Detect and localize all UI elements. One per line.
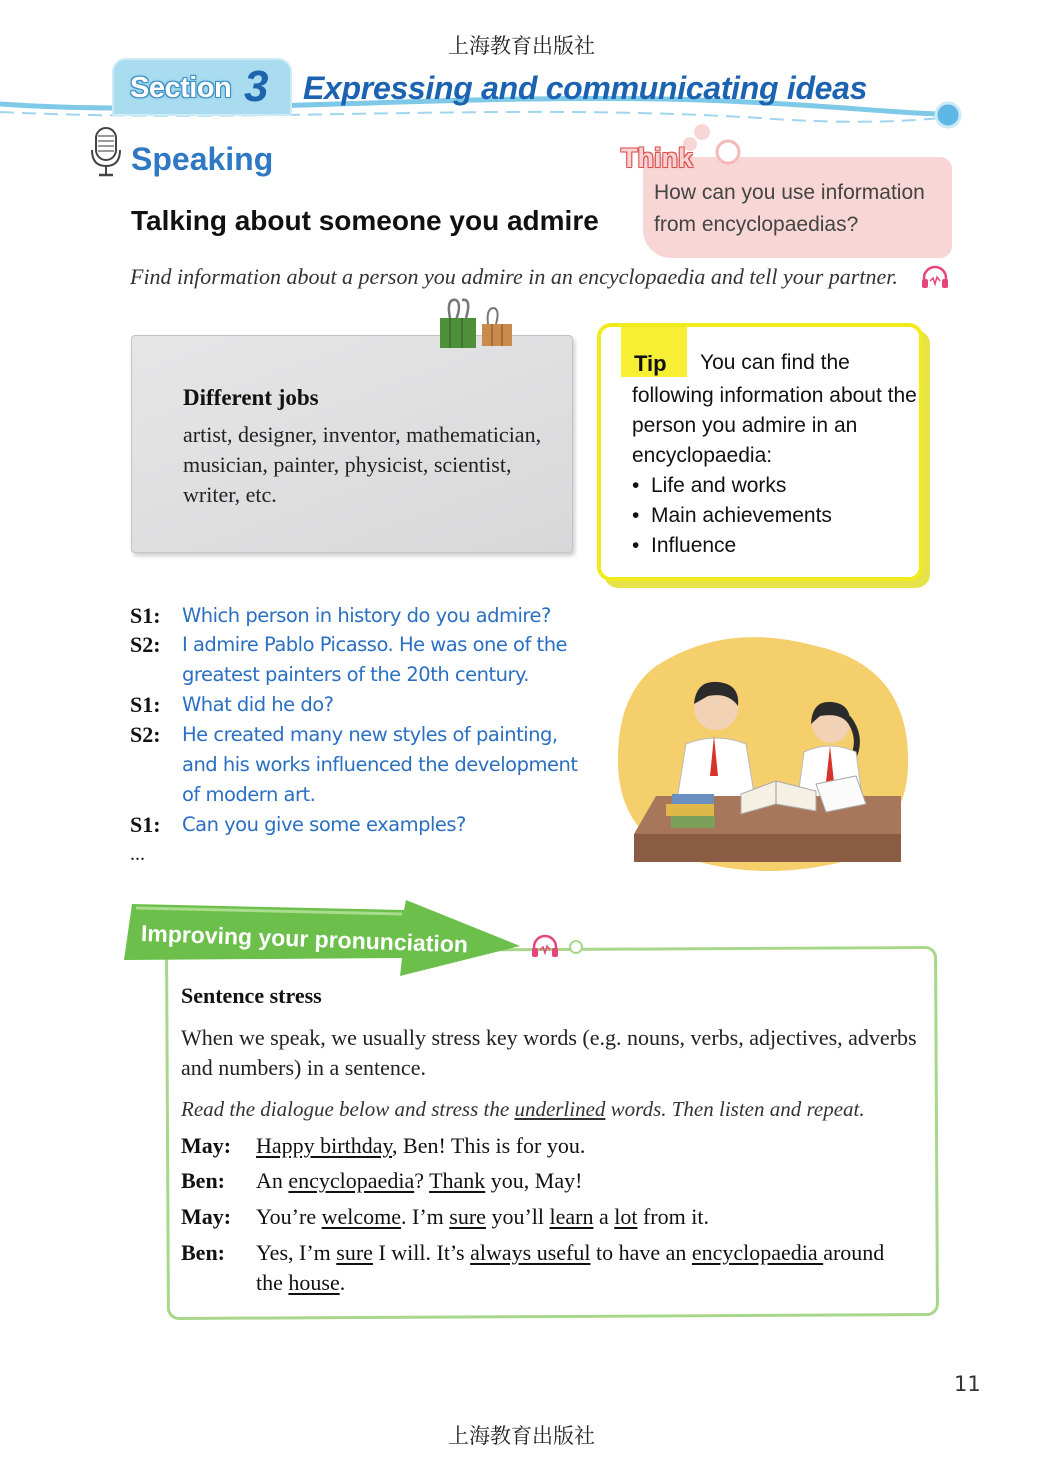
dialogue-text: Which person in history do you admire? bbox=[182, 604, 551, 627]
dialogue-speaker: S1: bbox=[130, 603, 161, 628]
dialogue-speaker: S1: bbox=[130, 812, 161, 837]
dialogue-text: He created many new styles of painting, and his works influenced the development of modern art. bbox=[182, 723, 578, 806]
dialogue-line bbox=[130, 690, 590, 720]
dialogue-segment: , Ben! This is for you. bbox=[392, 1133, 586, 1158]
dialogue-speaker: S1: bbox=[130, 692, 161, 717]
tip-first-line: You can find the bbox=[700, 351, 850, 374]
stressed-word: sure bbox=[449, 1204, 486, 1229]
dialogue-segment: you, May! bbox=[485, 1168, 583, 1193]
instruction-underlined-word: underlined bbox=[514, 1097, 606, 1121]
sentence-stress-instruction bbox=[181, 1097, 921, 1122]
dialogue-speaker: May: bbox=[181, 1133, 232, 1158]
tip-bullet: • Influence bbox=[632, 531, 922, 561]
microphone-icon bbox=[90, 126, 122, 178]
dialogue-speaker: S2: bbox=[130, 722, 161, 747]
dialogue-line bbox=[130, 720, 590, 810]
dialogue-segment: Yes, I’m bbox=[256, 1240, 337, 1265]
tip-bullet-list bbox=[632, 471, 922, 561]
pronunciation-banner-title: Improving your pronunciation bbox=[140, 920, 469, 958]
page-number: 11 bbox=[954, 1372, 981, 1396]
dialogue-line bbox=[130, 630, 590, 690]
dialogue-text bbox=[256, 1166, 916, 1196]
dialogue-text: I admire Pablo Picasso. He was one of the greatest painters of the 20th century. bbox=[182, 633, 568, 686]
pronunciation-dialogue-line bbox=[181, 1238, 921, 1300]
dialogue-segment: a bbox=[593, 1204, 615, 1229]
dialogue-line bbox=[130, 810, 590, 840]
instruction-part: Read the dialogue below and stress the bbox=[181, 1097, 515, 1121]
section-label: Section bbox=[130, 72, 232, 104]
stressed-word: always useful bbox=[470, 1240, 591, 1265]
think-question: How can you use information from encyclopaedias? bbox=[654, 181, 925, 236]
dialogue-text: What did he do? bbox=[182, 693, 334, 716]
dialogue-text bbox=[256, 1131, 916, 1161]
speaking-instruction bbox=[130, 264, 898, 290]
tip-bullet: • Life and works bbox=[632, 471, 922, 501]
headphones-icon[interactable] bbox=[531, 934, 559, 958]
dialogue-segment: . I’m bbox=[401, 1204, 450, 1229]
dialogue-speaker: Ben: bbox=[181, 1168, 225, 1193]
stressed-word: sure bbox=[336, 1240, 373, 1265]
dialogue-segment: An bbox=[256, 1168, 289, 1193]
think-label: Think bbox=[621, 143, 693, 173]
dialogue-segment: to have an bbox=[590, 1240, 692, 1265]
dialogue-segment: I will. It’s bbox=[372, 1240, 471, 1265]
tip-body: following information about the person you admire in an encyclopaedia: bbox=[632, 384, 917, 467]
stressed-word: welcome bbox=[321, 1204, 402, 1229]
dialogue-segment: from it. bbox=[637, 1204, 709, 1229]
stressed-word: house bbox=[288, 1270, 340, 1295]
dialogue-speaker: Ben: bbox=[181, 1240, 225, 1265]
sentence-stress-title: Sentence stress bbox=[181, 983, 322, 1008]
dialogue-segment: ? bbox=[414, 1168, 430, 1193]
headphones-icon[interactable] bbox=[921, 265, 949, 289]
stressed-word: encyclopaedia bbox=[691, 1240, 824, 1265]
binder-clips-icon bbox=[436, 296, 516, 352]
tip-label: Tip bbox=[634, 351, 667, 376]
stressed-word: lot bbox=[614, 1204, 638, 1229]
dialogue-segment: You’re bbox=[256, 1204, 322, 1229]
students-reading-illustration bbox=[616, 626, 911, 876]
pronunciation-dialogue-line bbox=[181, 1131, 921, 1161]
speaking-heading: Speaking bbox=[131, 141, 274, 177]
dialogue-speaker: S2: bbox=[130, 632, 161, 657]
dialogue-segment: . bbox=[339, 1270, 346, 1295]
jobs-list: artist, designer, inventor, mathematician, musician, painter, physicist, scientist, writer, etc. bbox=[183, 422, 542, 507]
dialogue-text bbox=[256, 1202, 916, 1232]
tip-bullet: • Main achievements bbox=[632, 501, 922, 531]
dialogue-speaker: May: bbox=[181, 1204, 232, 1229]
dialogue-line bbox=[130, 601, 590, 631]
publisher-header: 上海教育出版社 bbox=[448, 34, 595, 58]
section-number: 3 bbox=[244, 62, 269, 111]
speaking-instruction-text: Find information about a person you admire in an encyclopaedia and tell your partner. bbox=[130, 264, 898, 289]
pronunciation-dialogue-line bbox=[181, 1166, 921, 1196]
dialogue-text bbox=[256, 1238, 916, 1298]
stressed-word: Happy birthday bbox=[256, 1133, 393, 1158]
stressed-word: encyclopaedia bbox=[288, 1168, 415, 1193]
speaking-subheading: Talking about someone you admire bbox=[131, 205, 599, 236]
sentence-stress-explanation: When we speak, we usually stress key words (e.g. nouns, verbs, adjectives, adverbs and numbers) in a sentence. bbox=[181, 1025, 917, 1080]
section-title: Expressing and communicating ideas bbox=[303, 70, 868, 106]
stressed-word: learn bbox=[549, 1204, 594, 1229]
banner-connector-dot bbox=[569, 940, 583, 954]
publisher-footer: 上海教育出版社 bbox=[448, 1424, 595, 1448]
dialogue-ellipsis: ... bbox=[130, 843, 145, 865]
instruction-part: words. Then listen and repeat. bbox=[605, 1097, 865, 1121]
dialogue-text: Can you give some examples? bbox=[182, 813, 466, 836]
stressed-word: Thank bbox=[429, 1168, 486, 1193]
pronunciation-dialogue-line bbox=[181, 1202, 921, 1232]
dialogue-segment: you’ll bbox=[485, 1204, 550, 1229]
dialogue-segment: around the bbox=[256, 1240, 885, 1295]
jobs-title: Different jobs bbox=[183, 385, 319, 410]
